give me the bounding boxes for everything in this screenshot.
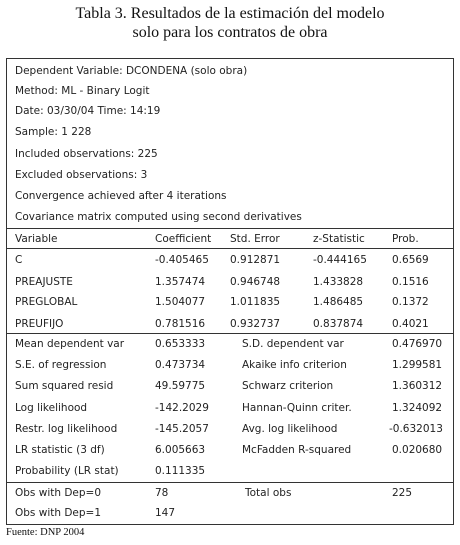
source-note: Fuente: DNP 2004 <box>6 527 85 538</box>
table-row: PREAJUSTE 1.357474 0.946748 1.433828 0.1516 <box>15 276 429 288</box>
stats-row: Probability (LR stat) 0.111335 <box>15 465 206 477</box>
stats-row: Log likelihood -142.2029 Hannan-Quinn criter. 1.324092 <box>15 402 443 414</box>
stats-row: S.E. of regression 0.473734 Akaike info criterion 1.299581 <box>15 359 443 371</box>
header-line: Method: ML - Binary Logit <box>15 85 150 97</box>
stats-row: Restr. log likelihood -145.2057 Avg. log likelihood -0.632013 <box>15 423 443 435</box>
header-line: Convergence achieved after 4 iterations <box>15 190 227 202</box>
col-variable: Variable <box>15 233 58 245</box>
coef-header-row <box>7 229 453 249</box>
col-std-error: Std. Error <box>230 233 280 245</box>
header-line: Sample: 1 228 <box>15 126 92 138</box>
header-line: Included observations: 225 <box>15 148 158 160</box>
col-z-statistic: z-Statistic <box>313 233 365 245</box>
table-row: C -0.405465 0.912871 -0.444165 0.6569 <box>15 254 429 266</box>
table-title-line-2: solo para los contratos de obra <box>132 24 328 41</box>
table-row: PREUFIJO 0.781516 0.932737 0.837874 0.4021 <box>15 318 429 330</box>
table-row: PREGLOBAL 1.504077 1.011835 1.486485 0.1372 <box>15 296 429 308</box>
col-prob: Prob. <box>392 233 419 245</box>
stats-row: Mean dependent var 0.653333 S.D. dependent var 0.476970 <box>15 338 443 350</box>
col-coefficient: Coefficient <box>155 233 212 245</box>
header-line: Dependent Variable: DCONDENA (solo obra) <box>15 65 248 77</box>
stats-row: Sum squared resid 49.59775 Schwarz criterion 1.360312 <box>15 380 443 392</box>
divider <box>7 248 453 249</box>
header-line: Date: 03/30/04 Time: 14:19 <box>15 105 161 117</box>
header-line: Covariance matrix computed using second derivatives <box>15 211 302 223</box>
obs-row: Obs with Dep=1 147 <box>15 507 176 519</box>
stats-row: LR statistic (3 df) 6.005663 McFadden R-squared 0.020680 <box>15 444 443 456</box>
estimation-output-box <box>6 58 454 525</box>
obs-row: Obs with Dep=0 78 Total obs 225 <box>15 487 413 499</box>
header-line: Excluded observations: 3 <box>15 169 148 181</box>
table-title-line-1: Tabla 3. Resultados de la estimación del modelo <box>75 5 385 22</box>
